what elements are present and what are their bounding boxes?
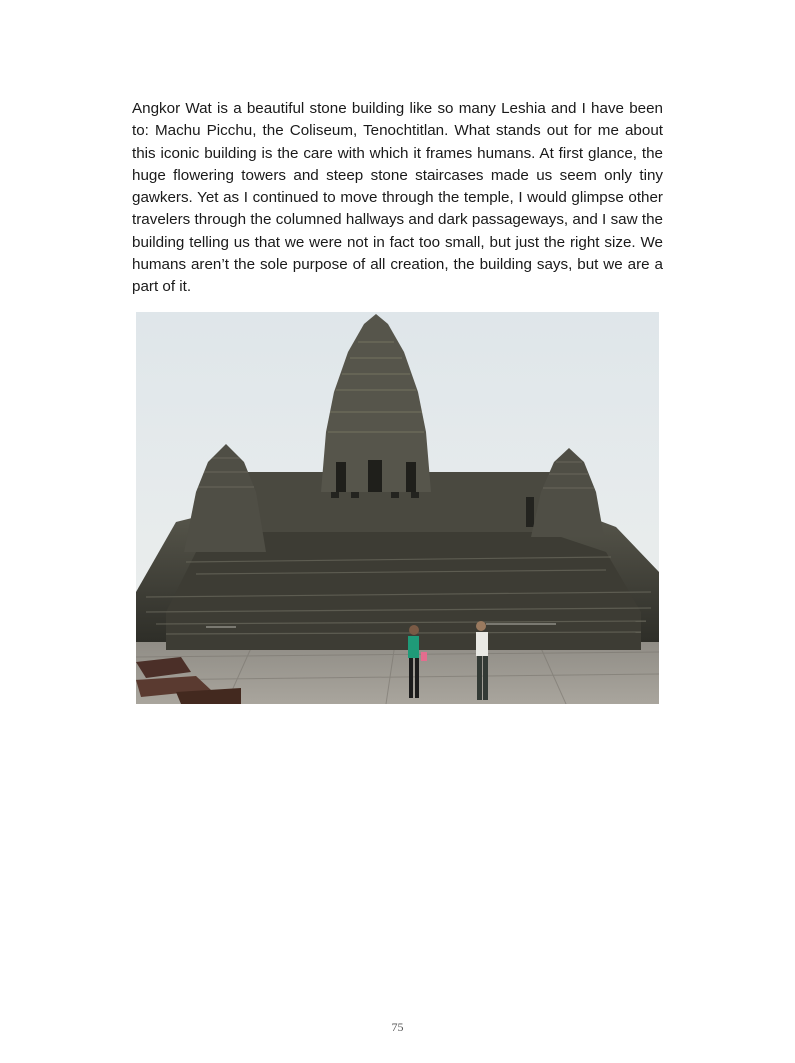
person-right: [476, 621, 488, 700]
page-number: 75: [391, 1020, 404, 1034]
angkor-wat-photo: [136, 312, 659, 704]
body-paragraph: Angkor Wat is a beautiful stone building like so many Leshia and I have been to: Machu Picchu, the Coliseum, Tenochtitlan. What stands out for me about this iconic building is the care with which it frames humans. At first glance, the huge flowering towers and steep stone staircases made us seem only tiny gawkers. Yet as I continued to move through the temple, I would glimpse other travelers through the columned hallways and dark passageways, and I saw the building telling us that we were not in fact too small, but just the right size. We humans aren’t the sole purpose of all creation, the building says, but we are a part of it.: [132, 100, 663, 296]
